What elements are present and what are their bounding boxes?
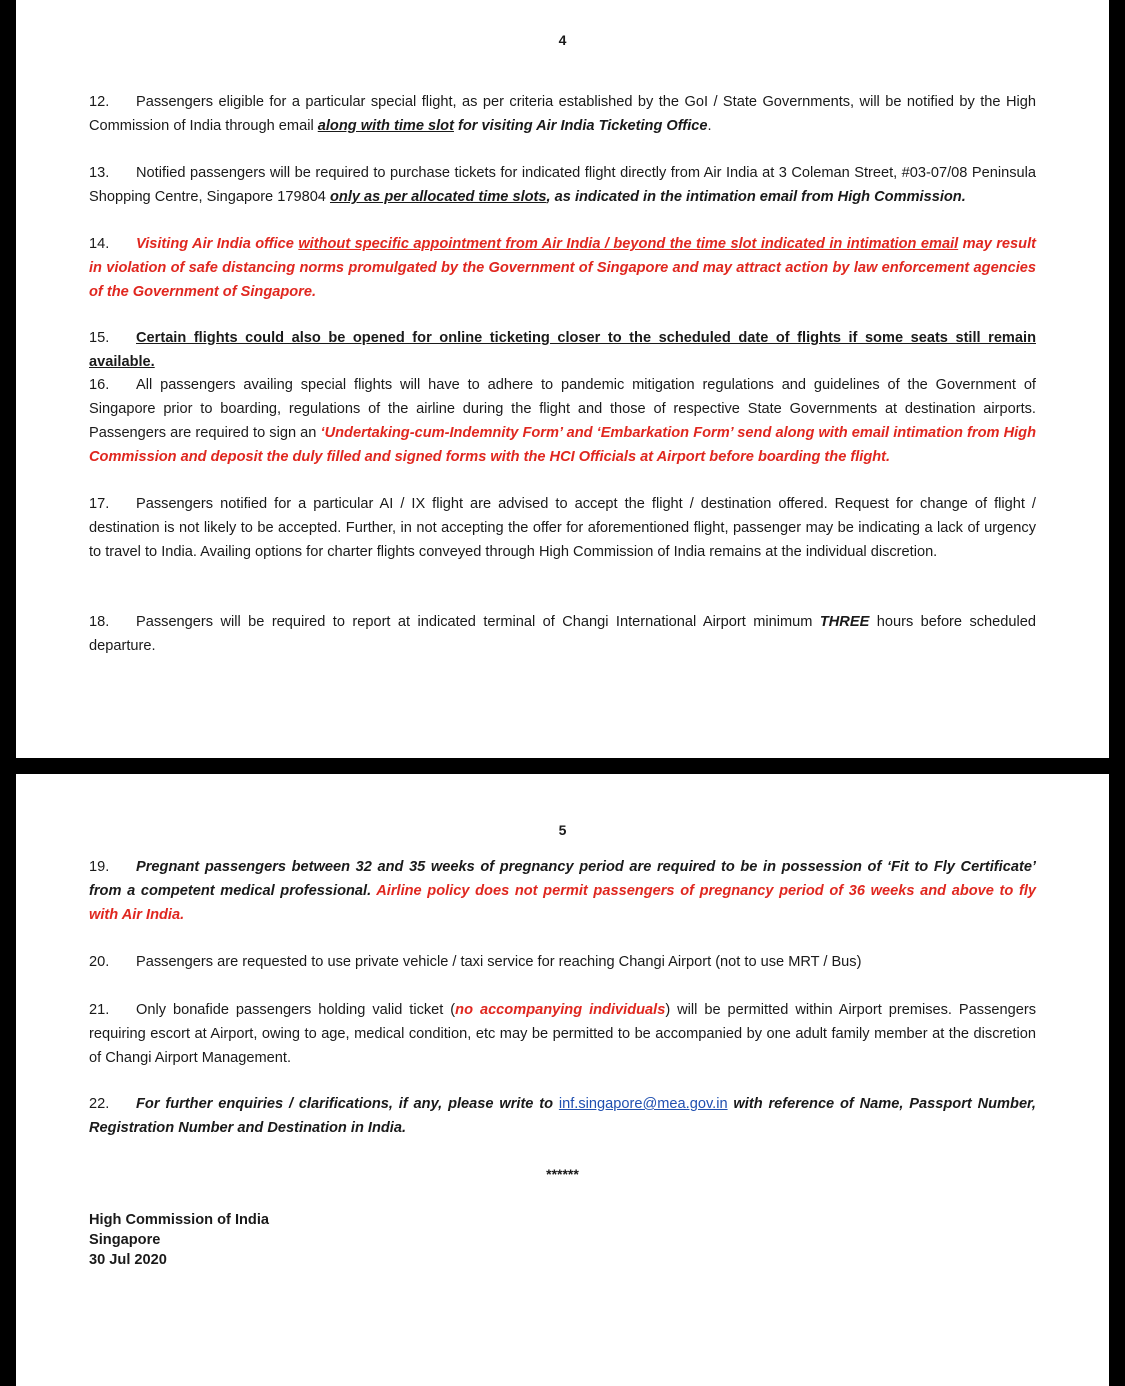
paragraph-22: 22. For further enquiries / clarifications, if any, please write to inf.singapore@mea.gov.in with reference of Name, Passport Number, Registration Number and Destination in India. — [89, 1092, 1036, 1140]
paragraph-13: 13. Notified passengers will be required to purchase tickets for indicated flight directly from Air India at 3 Coleman Street, #03-07/08 Peninsula Shopping Centre, Singapore 179804 only as per allocated time slots, as indicated in the intimation email from High Commission. — [89, 161, 1036, 209]
paragraph-16: 16. All passengers availing special flights will have to adhere to pandemic mitigation regulations and guidelines of the Government of Singapore prior to boarding, regulations of the airline during the flight and those of respective State Governments at destination airports. Passengers are required to sign an ‘Undertaking-cum-Indemnity Form’ and ‘Embarkation Form’ send along with email intimation from High Commission and deposit the duly filled and signed forms with the HCI Officials at Airport before boarding the flight. — [89, 373, 1036, 469]
document-page-4 — [16, 0, 1109, 758]
signature-line-1: High Commission of India — [89, 1212, 269, 1228]
paragraph-21: 21. Only bonafide passengers holding valid ticket (no accompanying individuals) will be permitted within Airport premises. Passengers requiring escort at Airport, owing to age, medical condition, etc may be permitted to be accompanied by one adult family member at the discretion of Changi Airport Management. — [89, 998, 1036, 1070]
paragraph-number: 18. — [89, 614, 110, 630]
paragraph-number: 22. — [89, 1096, 110, 1112]
paragraph-number: 20. — [89, 954, 110, 970]
paragraph-18: 18. Passengers will be required to report at indicated terminal of Changi International Airport minimum THREE hours before scheduled departure. — [89, 610, 1036, 658]
paragraph-number: 15. — [89, 330, 110, 346]
paragraph-number: 19. — [89, 859, 110, 875]
end-separator: ****** — [546, 1166, 579, 1182]
paragraph-12: 12. Passengers eligible for a particular special flight, as per criteria established by the GoI / State Governments, will be notified by the High Commission of India through email along with time slot for visiting Air India Ticketing Office. — [89, 90, 1036, 138]
paragraph-20: 20. Passengers are requested to use private vehicle / taxi service for reaching Changi Airport (not to use MRT / Bus) — [89, 950, 1036, 974]
signature-line-2: Singapore — [89, 1232, 161, 1248]
paragraph-19: 19. Pregnant passengers between 32 and 35 weeks of pregnancy period are required to be in possession of ‘Fit to Fly Certificate’ from a competent medical professional. Airline policy does not permit passengers of pregnancy period of 36 weeks and above to fly with Air India. — [89, 855, 1036, 927]
paragraph-15: 15. Certain flights could also be opened for online ticketing closer to the scheduled date of flights if some seats still remain available. — [89, 326, 1036, 374]
paragraph-number: 17. — [89, 496, 110, 512]
email-link[interactable]: inf.singapore@mea.gov.in — [558, 1096, 728, 1112]
document-page-5 — [16, 774, 1109, 1386]
paragraph-number: 21. — [89, 1002, 110, 1018]
paragraph-14: 14. Visiting Air India office without specific appointment from Air India / beyond the time slot indicated in intimation email may result in violation of safe distancing norms promulgated by the Government of Singapore and may attract action by law enforcement agencies of the Government of Singapore. — [89, 232, 1036, 304]
paragraph-17: 17. Passengers notified for a particular AI / IX flight are advised to accept the flight / destination offered. Request for change of flight / destination is not likely to be accepted. Further, in not accepting the offer for aforementioned flight, passenger may be indicating a lack of urgency to travel to India. Availing options for charter flights conveyed through High Commission of India remains at the individual discretion. — [89, 492, 1036, 564]
signature-date: 30 Jul 2020 — [89, 1252, 167, 1268]
page-number: 4 — [558, 32, 567, 48]
paragraph-number: 16. — [89, 377, 110, 393]
paragraph-number: 14. — [89, 236, 110, 252]
paragraph-number: 12. — [89, 94, 110, 110]
signature-block — [89, 1210, 269, 1270]
page-number: 5 — [558, 822, 567, 838]
paragraph-number: 13. — [89, 165, 110, 181]
